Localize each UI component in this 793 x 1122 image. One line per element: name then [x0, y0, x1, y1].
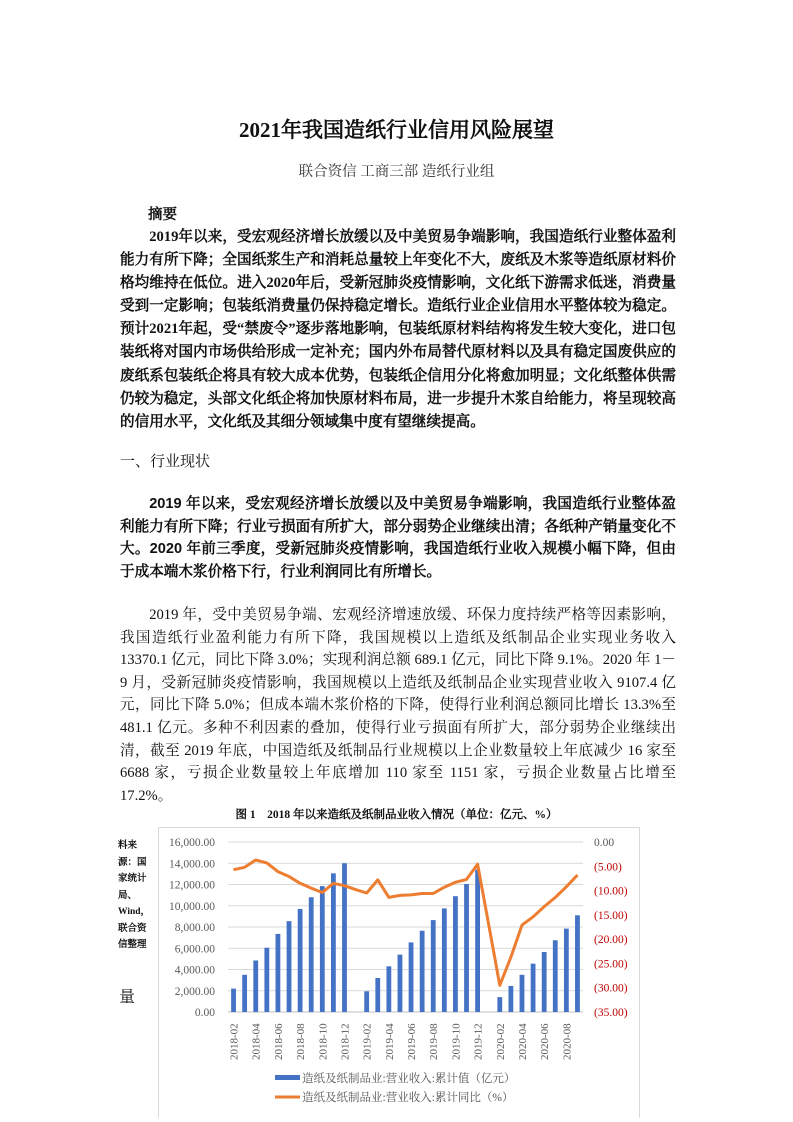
- bar-2018-11: [331, 873, 336, 1012]
- x-axis-tick-label: 2019-10: [450, 1023, 463, 1060]
- left-axis-tick-label: 10,000.00: [169, 900, 215, 913]
- bar-2019-06: [409, 942, 414, 1012]
- abstract-heading: 摘要: [148, 207, 177, 223]
- right-axis-tick-label: (30.00): [594, 982, 628, 995]
- source-note: 料来源：国家统计局、Wind，联合资信整理: [118, 841, 151, 950]
- document-title: 2021年我国造纸行业信用风险展望: [239, 118, 554, 142]
- bar-2019-03: [375, 978, 380, 1012]
- x-axis-tick-label: 2018-06: [272, 1023, 285, 1060]
- left-axis-tick-label: 6,000.00: [174, 943, 215, 956]
- bar-2019-11: [464, 884, 469, 1012]
- bar-2018-09: [309, 897, 314, 1012]
- right-axis-tick-label: (25.00): [594, 958, 628, 971]
- left-axis-tick-label: 14,000.00: [169, 858, 215, 871]
- bar-2020-05: [531, 964, 536, 1012]
- x-axis-tick-label: 2018-10: [317, 1023, 330, 1060]
- right-axis-tick-label: (5.00): [594, 861, 622, 874]
- bar-2020-03: [508, 986, 513, 1012]
- bar-2019-10: [453, 896, 458, 1012]
- x-axis-tick-label: 2018-04: [250, 1023, 263, 1060]
- bar-2020-06: [542, 952, 547, 1012]
- bar-2020-09: [575, 915, 580, 1012]
- bar-2018-02: [231, 989, 236, 1012]
- bar-2018-06: [276, 934, 281, 1012]
- bar-2020-04: [520, 975, 525, 1012]
- stray-text: 量: [119, 989, 136, 1006]
- bar-2018-08: [298, 909, 303, 1012]
- x-axis-tick-label: 2020-06: [539, 1023, 552, 1060]
- left-axis-tick-label: 12,000.00: [169, 879, 215, 892]
- x-axis-tick-label: 2020-04: [516, 1023, 529, 1060]
- body-paragraph: 2019 年，受中美贸易争端、宏观经济增速放缓、环保力度持续严格等因素影响，我国造纸行业盈利能力有所下降，我国规模以上造纸及纸制品企业实现业务收入 13370.1 亿元，同比下降 3.0%；实现利润总额 689.1 亿元，同比下降 9.1%。2020 年 1－9 月，受新冠肺炎疫情影响，我国规模以上造纸及纸制品企业实现营业收入 9107.4 亿元，同比下降 5.0%；但成本端木浆价格的下降，使得行业利润总额同比增长 13.3%至 481.1 亿元。多种不利因素的叠加，使得行业亏损面有所扩大，部分弱势企业继续出清，截至 2019 年底，中国造纸及纸制品行业规模以上企业数量较上年底减少 16 家至 6688 家，亏损企业数量较上年底增加 110 家至 1151 家，亏损企业数量占比增至 17.2%。: [120, 607, 676, 804]
- left-axis-tick-label: 8,000.00: [174, 922, 215, 934]
- bar-2019-07: [420, 931, 425, 1012]
- left-axis-tick-label: 4,000.00: [174, 964, 215, 977]
- x-axis-tick-label: 2020-08: [561, 1023, 574, 1060]
- left-axis-tick-label: 0.00: [194, 1007, 215, 1019]
- left-axis-tick-label: 2,000.00: [174, 985, 215, 998]
- bar-2019-04: [386, 966, 391, 1012]
- bar-2019-12: [475, 870, 480, 1012]
- bar-2019-02: [364, 991, 369, 1012]
- right-axis-tick-label: 0.00: [594, 837, 615, 849]
- bar-2020-07: [553, 940, 558, 1012]
- document-subtitle: 联合资信 工商三部 造纸行业组: [298, 164, 495, 180]
- x-axis-tick-label: 2018-02: [228, 1023, 241, 1060]
- legend-line-label: 造纸及纸制品业:营业收入:累计同比（%）: [302, 1092, 514, 1104]
- right-axis-tick-label: (20.00): [594, 934, 628, 947]
- abstract-paragraph: 2019年以来，受宏观经济增长放缓以及中美贸易争端影响，我国造纸行业整体盈利能力有所下降；全国纸浆生产和消耗总量较上年变化不大，废纸及木浆等造纸原材料价格均维持在低位。进入2020年后，受新冠肺炎疫情影响，文化纸下游需求低迷，消费量受到一定影响；包装纸消费量仍保持稳定增长。造纸行业企业信用水平整体较为稳定。预计2021年起，受“禁废令”逐步落地影响，包装纸原材料结构将发生较大变化，进口包装纸将对国内市场供给形成一定补充；国内外布局替代原材料以及具有稳定国废供应的废纸系包装纸企将具有较大成本优势，包装纸企信用分化将愈加明显；文化纸整体供需仍较为稳定，头部文化纸企将加快原材料布局，进一步提升木浆自给能力，将呈现较高的信用水平，文化纸及其细分领域集中度有望继续提高。: [120, 229, 676, 430]
- bar-2018-07: [287, 921, 292, 1012]
- x-axis-tick-label: 2019-04: [383, 1023, 396, 1060]
- bar-2018-10: [320, 886, 325, 1012]
- right-axis-tick-label: (35.00): [594, 1007, 628, 1019]
- bar-2018-05: [264, 948, 269, 1012]
- x-axis-tick-label: 2018-08: [295, 1023, 308, 1060]
- bar-2018-03: [242, 975, 247, 1012]
- bar-2019-08: [431, 920, 436, 1012]
- yoy-growth-line: [234, 860, 578, 985]
- bar-2019-05: [398, 955, 403, 1012]
- x-axis-tick-label: 2019-12: [472, 1023, 485, 1060]
- legend-bar-label: 造纸及纸制品业:营业收入:累计值（亿元）: [302, 1073, 516, 1085]
- chart-caption: 图 1 2018 年以来造纸及纸制品业收入情况（单位：亿元、%）: [235, 809, 558, 821]
- x-axis-tick-label: 2019-06: [406, 1023, 419, 1060]
- revenue-chart: [0, 800, 793, 1122]
- x-axis-tick-label: 2020-02: [494, 1023, 507, 1060]
- x-axis-tick-label: 2018-12: [339, 1023, 352, 1060]
- bar-2018-04: [253, 960, 258, 1012]
- right-axis-tick-label: (15.00): [594, 909, 628, 922]
- bar-2020-08: [564, 929, 569, 1012]
- left-axis-tick-label: 16,000.00: [169, 837, 215, 849]
- x-axis-tick-label: 2019-02: [361, 1023, 374, 1060]
- section-heading: 一、行业现状: [120, 453, 211, 470]
- right-axis-tick-label: (10.00): [594, 885, 628, 898]
- legend-bar-swatch: [275, 1075, 300, 1080]
- summary-paragraph: 2019 年以来，受宏观经济增长放缓以及中美贸易争端影响，我国造纸行业整体盈利能力有所下降；行业亏损面有所扩大，部分弱势企业继续出清；各纸种产销量变化不大。2020 年前三季度，受新冠肺炎疫情影响，我国造纸行业收入规模小幅下降，但由于成本端木浆价格下行，行业利润同比有所增长。: [120, 496, 676, 580]
- bar-2020-02: [497, 997, 502, 1012]
- x-axis-tick-label: 2019-08: [428, 1023, 441, 1060]
- bar-2019-09: [442, 908, 447, 1012]
